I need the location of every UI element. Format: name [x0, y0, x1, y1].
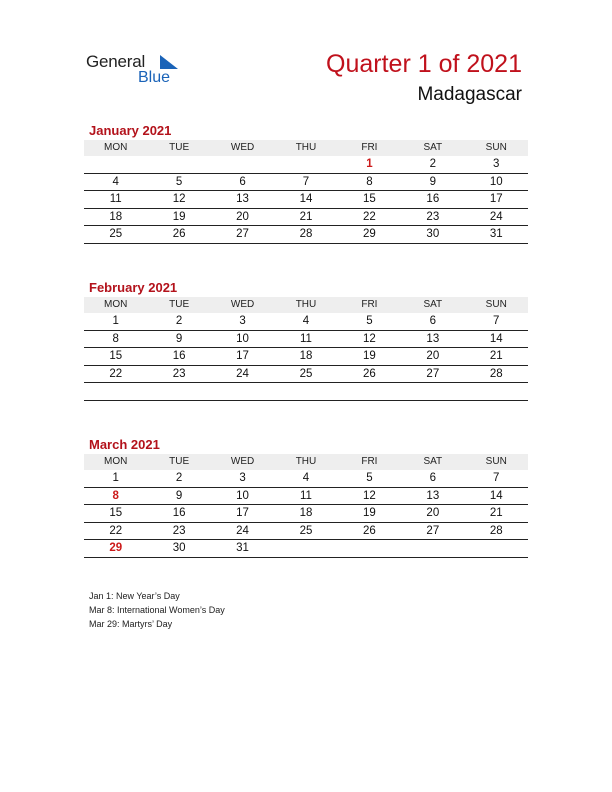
weekday-label: SUN — [485, 142, 507, 153]
day-cell: 17 — [489, 193, 503, 205]
week-row — [84, 348, 528, 366]
day-cell: 7 — [302, 175, 310, 188]
day-cell: 20 — [236, 210, 249, 223]
day-cell: 23 — [172, 367, 186, 380]
day-cell: 2 — [175, 315, 183, 327]
day-cell: 6 — [429, 472, 437, 484]
day-cell: 1 — [366, 158, 373, 170]
day-cell: 16 — [426, 193, 440, 205]
weekday-label: THU — [295, 142, 317, 153]
weekday-label: SAT — [423, 142, 443, 153]
day-cell: 12 — [363, 489, 376, 502]
month-title: February 2021 — [89, 280, 178, 295]
week-row — [84, 174, 528, 192]
weekday-label: WED — [230, 456, 255, 467]
weekday-label: MON — [104, 142, 128, 153]
day-cell: 22 — [109, 524, 123, 537]
day-cell: 24 — [236, 524, 249, 537]
day-cell: 17 — [236, 507, 249, 519]
weekday-label: WED — [230, 299, 255, 310]
day-cell: 25 — [299, 367, 313, 380]
logo-blue-text: Blue — [138, 69, 171, 86]
day-cell: 9 — [429, 175, 437, 188]
month-march — [84, 436, 528, 558]
day-cell: 29 — [109, 542, 123, 554]
weekday-label: SUN — [485, 456, 507, 467]
day-cell: 15 — [363, 193, 376, 205]
logo-general-text: General — [86, 52, 146, 71]
weekday-label: SUN — [485, 299, 507, 310]
day-cell: 5 — [366, 472, 373, 484]
day-cell: 27 — [426, 524, 440, 537]
week-row — [84, 156, 528, 174]
week-row — [84, 209, 528, 227]
day-cell: 27 — [236, 228, 249, 240]
day-cell: 5 — [175, 175, 183, 188]
day-cell: 29 — [363, 228, 376, 240]
day-cell: 25 — [299, 524, 313, 537]
day-cell: 13 — [426, 332, 440, 345]
day-cell: 19 — [363, 350, 376, 362]
week-row — [84, 488, 528, 506]
day-cell: 20 — [426, 507, 440, 519]
day-cell: 18 — [299, 507, 313, 519]
day-cell: 28 — [489, 524, 503, 537]
day-cell: 24 — [236, 367, 249, 380]
day-cell: 13 — [426, 489, 440, 502]
day-cell: 21 — [489, 507, 503, 519]
weekday-label: THU — [295, 299, 317, 310]
week-row — [84, 383, 528, 401]
day-cell: 16 — [172, 507, 186, 519]
day-cell: 22 — [109, 367, 123, 380]
day-cell: 25 — [109, 228, 123, 240]
week-row — [84, 523, 528, 541]
day-cell: 23 — [172, 524, 186, 537]
week-row — [84, 540, 528, 558]
day-cell — [274, 383, 337, 400]
day-cell: 28 — [489, 367, 503, 380]
month-title: January 2021 — [89, 123, 172, 138]
day-cell: 16 — [172, 350, 186, 362]
weekday-label: FRI — [361, 299, 378, 310]
day-cell — [147, 383, 210, 400]
day-cell: 10 — [236, 489, 249, 502]
day-cell: 17 — [236, 350, 249, 362]
weekday-label: FRI — [361, 456, 378, 467]
day-cell: 11 — [300, 489, 312, 502]
holiday-note: Mar 29: Martyrs’ Day — [89, 619, 173, 629]
day-cell: 23 — [426, 210, 440, 223]
week-row — [84, 470, 528, 488]
day-cell: 10 — [236, 332, 249, 345]
weekday-header — [84, 140, 528, 156]
day-cell: 4 — [302, 315, 310, 327]
day-cell — [401, 540, 464, 557]
week-row — [84, 313, 528, 331]
day-cell: 2 — [429, 158, 437, 170]
weekday-label: TUE — [169, 142, 190, 153]
day-cell: 3 — [239, 472, 246, 484]
weekday-header — [84, 454, 528, 470]
day-cell: 26 — [363, 367, 376, 380]
holiday-note: Mar 8: International Women’s Day — [89, 605, 225, 615]
day-cell — [338, 540, 401, 557]
weekday-label: TUE — [169, 456, 190, 467]
day-cell: 7 — [493, 315, 500, 327]
day-cell — [465, 383, 528, 400]
weekday-label: MON — [104, 299, 128, 310]
day-cell: 22 — [363, 210, 376, 223]
day-cell: 1 — [112, 472, 119, 484]
day-cell: 7 — [493, 472, 500, 484]
weekday-label: SAT — [423, 456, 443, 467]
day-cell: 6 — [239, 175, 246, 188]
day-cell — [274, 156, 337, 173]
week-row — [84, 331, 528, 349]
month-january — [84, 122, 528, 244]
weekday-label: FRI — [361, 142, 378, 153]
day-cell: 27 — [426, 367, 440, 380]
day-cell: 19 — [172, 210, 186, 223]
week-row — [84, 226, 528, 244]
day-cell: 14 — [489, 332, 503, 345]
week-row — [84, 366, 528, 384]
weekday-header — [84, 297, 528, 313]
week-row — [84, 505, 528, 523]
day-cell: 11 — [109, 193, 122, 205]
country-name: Madagascar — [417, 84, 522, 105]
day-cell — [401, 383, 464, 400]
day-cell — [84, 156, 147, 173]
day-cell: 6 — [429, 315, 437, 327]
day-cell: 14 — [299, 193, 313, 205]
day-cell: 12 — [172, 193, 186, 205]
day-cell — [147, 156, 210, 173]
day-cell: 10 — [489, 175, 503, 188]
day-cell: 9 — [175, 332, 183, 345]
day-cell: 5 — [366, 315, 373, 327]
day-cell: 21 — [299, 210, 313, 223]
weekday-label: SAT — [423, 299, 443, 310]
day-cell — [211, 383, 274, 400]
day-cell: 12 — [363, 332, 376, 345]
day-cell — [211, 156, 274, 173]
day-cell: 8 — [112, 489, 119, 502]
day-cell: 3 — [493, 158, 500, 170]
day-cell — [84, 383, 147, 400]
day-cell: 28 — [299, 228, 313, 240]
logo-triangle-icon — [158, 55, 178, 69]
weekday-label: THU — [295, 456, 317, 467]
day-cell: 30 — [172, 542, 186, 554]
day-cell: 9 — [175, 489, 183, 502]
day-cell: 1 — [112, 315, 119, 327]
day-cell: 4 — [302, 472, 310, 484]
day-cell: 4 — [112, 175, 119, 188]
day-cell: 19 — [363, 507, 376, 519]
weekday-label: WED — [230, 142, 255, 153]
day-cell: 26 — [172, 228, 186, 240]
day-cell — [274, 540, 337, 557]
day-cell: 11 — [300, 332, 312, 345]
day-cell: 31 — [236, 542, 249, 554]
day-cell: 24 — [489, 210, 503, 223]
holiday-note: Jan 1: New Year’s Day — [89, 591, 180, 601]
day-cell: 13 — [236, 193, 249, 205]
day-cell: 2 — [175, 472, 183, 484]
day-cell: 26 — [363, 524, 376, 537]
day-cell: 18 — [109, 210, 123, 223]
month-title: March 2021 — [89, 437, 160, 452]
day-cell: 14 — [489, 489, 503, 502]
day-cell — [465, 540, 528, 557]
day-cell: 15 — [109, 507, 123, 519]
general-blue-logo — [86, 52, 196, 92]
day-cell: 15 — [109, 350, 123, 362]
day-cell: 8 — [366, 175, 373, 188]
day-cell: 30 — [426, 228, 440, 240]
page-title: Quarter 1 of 2021 — [326, 50, 522, 78]
week-row — [84, 191, 528, 209]
holiday-notes — [89, 589, 225, 631]
weekday-label: MON — [104, 456, 128, 467]
weekday-label: TUE — [169, 299, 190, 310]
day-cell: 18 — [299, 350, 313, 362]
day-cell: 20 — [426, 350, 440, 362]
day-cell: 3 — [239, 315, 246, 327]
day-cell: 21 — [489, 350, 503, 362]
day-cell: 8 — [112, 332, 119, 345]
day-cell — [338, 383, 401, 400]
month-february — [84, 279, 528, 401]
day-cell: 31 — [489, 228, 503, 240]
